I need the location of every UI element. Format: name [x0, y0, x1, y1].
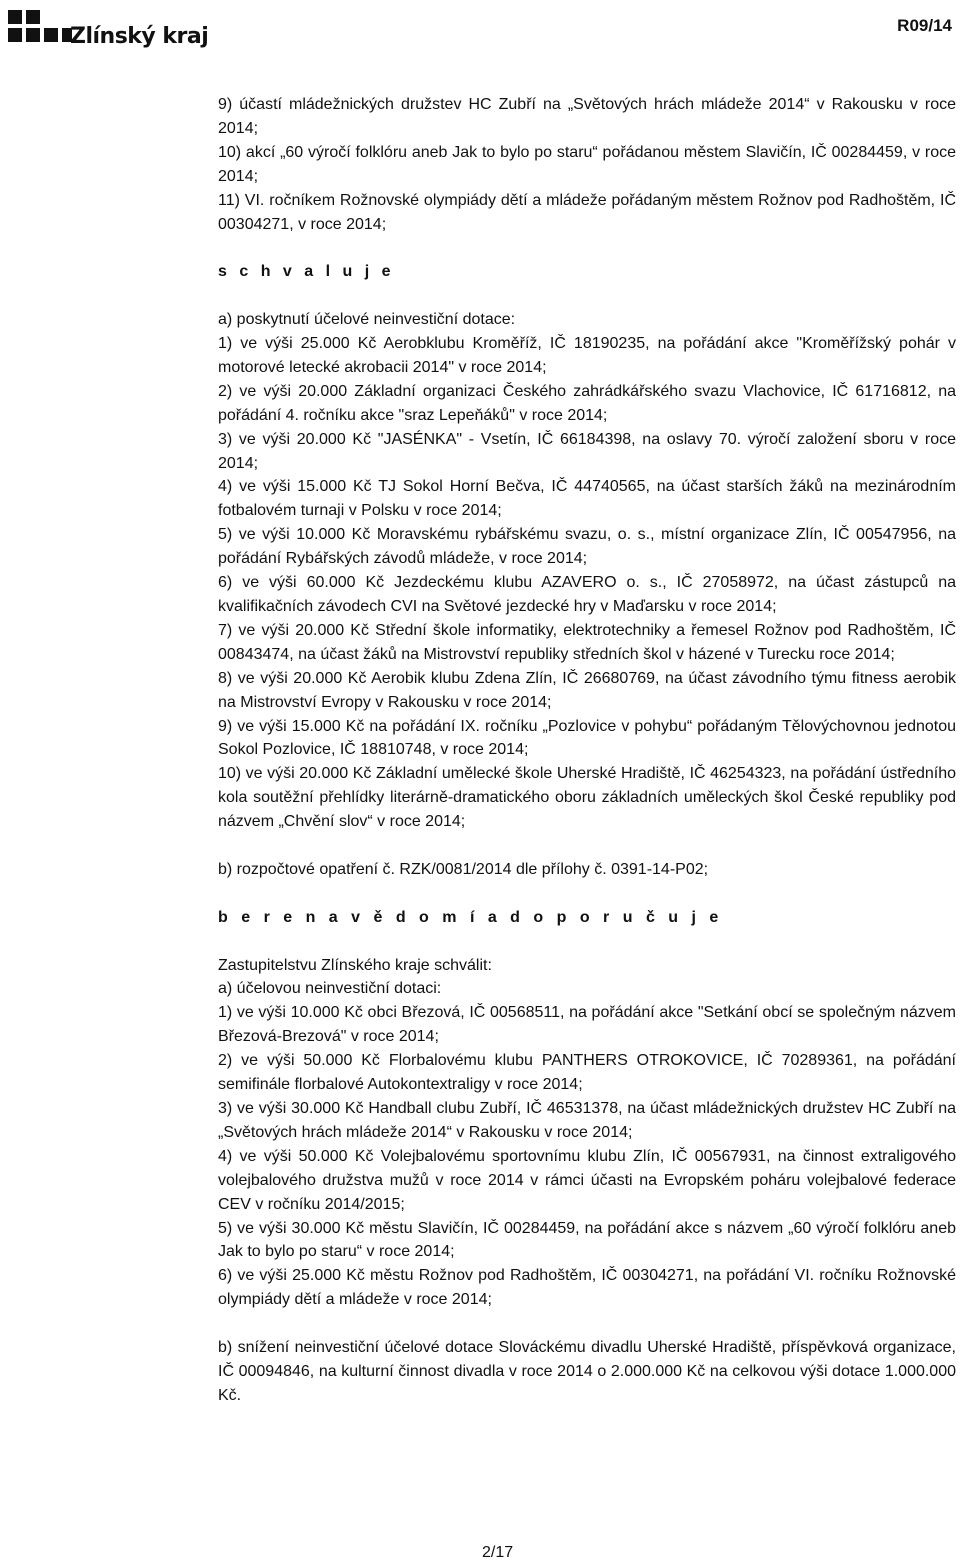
list-item: 4) ve výši 50.000 Kč Volejbalovému sportovnímu klubu Zlín, IČ 00567931, na činnost extraligového volejbalového družstva mužů v roce 2014 v rámci účasti na Evropském poháru volejbalové federace CEV v ročníku 2014/2015; — [218, 1147, 956, 1213]
document-body — [218, 93, 956, 1408]
heading-bere-na-vedomi: b e r e n a v ě d o m í a d o p o r u č u j e — [218, 908, 723, 926]
logo-square-icon — [26, 28, 40, 42]
paragraph: b) rozpočtové opatření č. RZK/0081/2014 dle přílohy č. 0391-14-P02; — [218, 860, 709, 878]
list-item: 4) ve výši 15.000 Kč TJ Sokol Horní Bečva, IČ 44740565, na účast starších žáků na mezinárodním fotbalovém turnaji v Polsku v roce 2014; — [218, 478, 956, 520]
paragraph: a) účelovou neinvestiční dotaci: — [218, 980, 442, 998]
paragraph: b) snížení neinvestiční účelové dotace Slováckému divadlu Uherské Hradiště, příspěvková organizace, IČ 00094846, na kulturní činnost divadla v roce 2014 o 2.000.000 Kč na celkovou výši dotace 1.000.000 Kč. — [218, 1339, 956, 1404]
list-item: 8) ve výši 20.000 Kč Aerobik klubu Zdena Zlín, IČ 26680769, na účast závodního týmu fitness aerobik na Mistrovství Evropy v Rakousku v roce 2014; — [218, 669, 956, 711]
list-item: 6) ve výši 60.000 Kč Jezdeckému klubu AZAVERO o. s., IČ 27058972, na účast zástupců na kvalifikačních závodech CVI na Světové jezdecké hry v Maďarsku v roce 2014; — [218, 574, 956, 615]
document-id: R09/14 — [897, 16, 952, 35]
list-item: 10) ve výši 20.000 Kč Základní umělecké škole Uherské Hradiště, IČ 46254323, na pořádání ústředního kola soutěžní přehlídky literárně-dramatického oboru základních uměleckých škol České republiky pod názvem „Chvění slov“ v roce 2014; — [218, 765, 956, 831]
logo-square-icon — [26, 10, 40, 24]
list-item: 5) ve výši 30.000 Kč městu Slavičín, IČ 00284459, na pořádání akce s názvem „60 výročí folklóru aneb Jak to bylo po staru“ v roce 2014; — [218, 1219, 956, 1261]
list-item: 3) ve výši 20.000 Kč "JASÉNKA" - Vsetín, IČ 66184398, na oslavy 70. výročí založení sboru v roce 2014; — [218, 430, 956, 472]
list-item: 2) ve výši 20.000 Základní organizaci Českého zahrádkářského svazu Vlachovice, IČ 61716812, na pořádání 4. ročníku akce "sraz Lepeňáků" v roce 2014; — [218, 382, 956, 424]
logo-text: Zlínský kraj — [70, 24, 209, 49]
list-item: 6) ve výši 25.000 Kč městu Rožnov pod Radhoštěm, IČ 00304271, na pořádání VI. ročníku Rožnovské olympiády dětí a mládeže v roce 2014; — [218, 1267, 956, 1309]
paragraph: a) poskytnutí účelové neinvestiční dotace: — [218, 311, 516, 329]
list-item: 3) ve výši 30.000 Kč Handball clubu Zubří, IČ 46531378, na účast mládežnických družstev HC Zubří na „Světových hrách mládeže 2014“ v Rakousku v roce 2014; — [218, 1099, 956, 1141]
heading-schvaluje: s c h v a l u j e — [218, 263, 395, 281]
list-item: 5) ve výši 10.000 Kč Moravskému rybářskému svazu, o. s., místní organizace Zlín, IČ 00547956, na pořádání Rybářských závodů mládeže, v roce 2014; — [218, 526, 956, 568]
logo-square-icon — [8, 10, 22, 24]
list-item: 7) ve výši 20.000 Kč Střední škole informatiky, elektrotechniky a řemesel Rožnov pod Radhoštěm, IČ 00843474, na účast žáků na Mistrovství republiky středních škol v házené v Turecku roce 2014; — [218, 621, 956, 663]
list-item: 2) ve výši 50.000 Kč Florbalovému klubu PANTHERS OTROKOVICE, IČ 70289361, na pořádání semifinále florbalové Autokontextraligy v roce 2014; — [218, 1052, 956, 1094]
paragraph: Zastupitelstvu Zlínského kraje schválit: — [218, 956, 492, 974]
page-number: 2/17 — [482, 1544, 514, 1561]
list-item: 1) ve výši 10.000 Kč obci Březová, IČ 00568511, na pořádání akce "Setkání obcí se společným názvem Březová-Brezová" v roce 2014; — [218, 1004, 956, 1046]
paragraph: 11) VI. ročníkem Rožnovské olympiády dětí a mládeže pořádaným městem Rožnov pod Radhoštěm, IČ 00304271, v roce 2014; — [218, 191, 956, 233]
paragraph: 10) akcí „60 výročí folklóru aneb Jak to bylo po staru“ pořádanou městem Slavičín, IČ 00284459, v roce 2014; — [218, 143, 956, 185]
logo-square-icon — [44, 28, 58, 42]
list-item: 1) ve výši 25.000 Kč Aerobklubu Kroměříž, IČ 18190235, na pořádání akce "Kroměřížský pohár v motorové letecké akrobacii 2014" v roce 2014; — [218, 335, 956, 376]
list-item: 9) ve výši 15.000 Kč na pořádání IX. ročníku „Pozlovice v pohybu“ pořádaným Tělovýchovnou jednotou Sokol Pozlovice, IČ 18810748, v roce 2014; — [218, 717, 956, 759]
logo-square-icon — [8, 28, 22, 42]
paragraph: 9) účastí mládežnických družstev HC Zubří na „Světových hrách mládeže 2014“ v Rakousku v roce 2014; — [218, 96, 956, 137]
